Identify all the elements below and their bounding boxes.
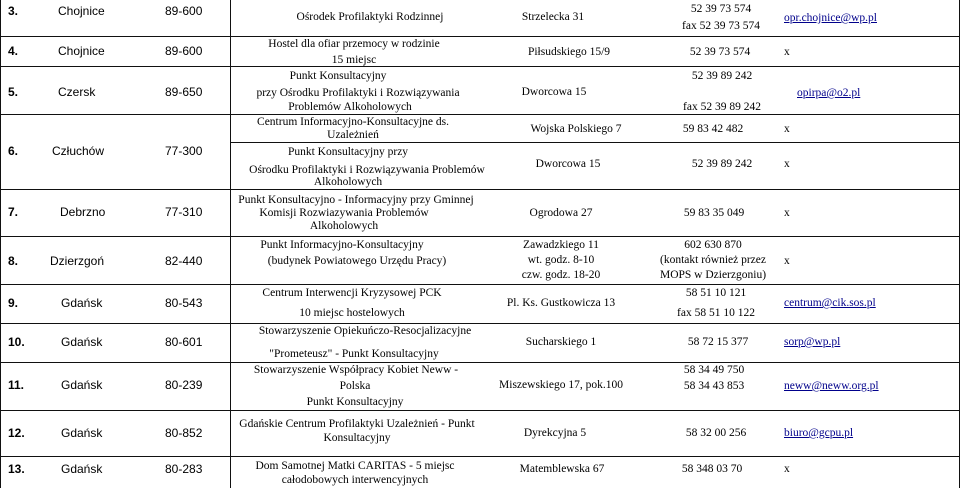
zip-cell: 80-239: [165, 378, 203, 392]
address-line: Ogrodowa 27: [529, 207, 593, 219]
phone-line: 602 630 870: [684, 239, 742, 251]
city-cell: Dzierzgoń: [50, 254, 105, 268]
phone-line: fax 52 39 73 574: [682, 20, 760, 32]
org-line: Ośrodek Profilaktyki Rodzinnej: [296, 11, 444, 23]
table-row: [0, 323, 960, 363]
zip-cell: 89-600: [165, 4, 203, 18]
city-cell: Gdańsk: [61, 296, 103, 310]
zip-cell: 80-283: [165, 462, 203, 476]
row-number: 13.: [8, 462, 25, 476]
table-row: [0, 66, 960, 115]
row-number: 4.: [8, 44, 19, 58]
zip-cell: 77-300: [165, 144, 203, 158]
phone-line: fax 58 51 10 122: [677, 307, 755, 319]
phone-line: 58 32 00 256: [685, 427, 747, 439]
city-cell: Debrzno: [60, 205, 106, 219]
phone-line: 58 34 43 853: [683, 380, 745, 392]
phone-line: MOPS w Dzierzgoniu): [659, 269, 767, 281]
table-row: [0, 456, 960, 488]
email-cell: x: [784, 46, 790, 58]
phone-line: 52 39 73 574: [690, 3, 752, 15]
address-line: Dyrekcyjna 5: [523, 427, 587, 439]
address-line: czw. godz. 18-20: [521, 269, 601, 281]
address-line: Dworcowa 15: [521, 86, 587, 98]
address-line: Strzelecka 31: [521, 11, 585, 23]
address-line: wt. godz. 8-10: [527, 254, 595, 266]
row-number: 6.: [8, 144, 19, 158]
org-line: Stowarzyszenie Współpracy Kobiet Neww -: [253, 364, 459, 376]
table-row: [0, 284, 960, 324]
org-line: Centrum Interwencji Kryzysowej PCK: [262, 287, 442, 299]
phone-line: 58 72 15 377: [687, 336, 749, 348]
city-cell: Chojnice: [58, 4, 105, 18]
row-number: 7.: [8, 205, 19, 219]
row-number: 9.: [8, 296, 19, 310]
phone-line: 59 83 42 482: [682, 123, 744, 135]
phone-line: (kontakt również przez: [659, 254, 767, 266]
city-cell: Gdańsk: [61, 335, 103, 349]
phone-line: 52 39 89 242: [691, 158, 753, 170]
org-line: Konsultacyjny: [323, 432, 391, 444]
org-line: Punkt Informacyjno-Konsultacyjny: [260, 239, 424, 251]
city-cell: Czersk: [58, 85, 96, 99]
org-line: Uzależnień: [327, 129, 379, 141]
phone-line: 58 34 49 750: [683, 364, 745, 376]
table-row: [0, 36, 960, 67]
email-link[interactable]: sorp@wp.pl: [784, 336, 841, 348]
phone-line: 52 39 73 574: [689, 46, 751, 58]
address-line: Wojska Polskiego 7: [530, 123, 622, 135]
org-line: Stowarzyszenie Opiekuńczo-Resocjalizacyjne: [258, 325, 472, 337]
table-row: [0, 362, 960, 411]
org-line: Ośrodku Profilaktyki i Rozwiązywania Problemów: [249, 164, 485, 176]
org-line: Dom Samotnej Matki CARITAS - 5 miejsc: [255, 460, 455, 472]
city-cell: Gdańsk: [61, 462, 103, 476]
phone-line: 59 83 35 049: [683, 207, 745, 219]
org-line: (budynek Powiatowego Urzędu Pracy): [267, 255, 447, 267]
email-link[interactable]: centrum@cik.sos.pl: [784, 297, 876, 309]
email-cell: x: [784, 255, 790, 267]
org-line: Punkt Konsultacyjny: [289, 70, 387, 82]
row-number: 11.: [8, 378, 25, 392]
org-line: Alkoholowych: [309, 220, 379, 232]
org-line: Punkt Konsultacyjno - Informacyjny przy Gminnej: [238, 194, 474, 206]
column-divider: [0, 0, 1, 488]
row-number: 10.: [8, 335, 25, 349]
table-row: [0, 410, 960, 457]
org-line: 15 miejsc: [331, 54, 377, 66]
address-line: Miszewskiego 17, pok.100: [499, 379, 623, 391]
email-cell: x: [784, 158, 790, 170]
row-number: 3.: [8, 4, 19, 18]
zip-cell: 82-440: [165, 254, 203, 268]
org-line: 10 miejsc hostelowych: [299, 307, 405, 319]
org-line: Komisji Rozwiazywania Problemów: [259, 207, 429, 219]
org-line: Gdańskie Centrum Profilaktyki Uzależnień - Punkt: [239, 418, 475, 430]
city-cell: Człuchów: [52, 144, 105, 158]
table-row: [0, 236, 960, 285]
table-row: [0, 0, 960, 37]
org-line: Polska: [339, 380, 371, 392]
phone-line: 52 39 89 242: [691, 70, 753, 82]
org-line: "Prometeusz" - Punkt Konsultacyjny: [269, 348, 439, 360]
address-line: Matemblewska 67: [519, 463, 605, 475]
zip-cell: 80-543: [165, 296, 203, 310]
org-line: Problemów Alkoholowych: [288, 101, 412, 113]
email-link[interactable]: opr.chojnice@wp.pl: [784, 12, 877, 24]
address-line: Zawadzkiego 11: [523, 239, 599, 251]
column-divider: [230, 0, 231, 488]
city-cell: Gdańsk: [61, 378, 103, 392]
row-divider: [230, 142, 960, 143]
org-line: przy Ośrodku Profilaktyki i Rozwiązywania: [256, 87, 460, 99]
address-line: Pl. Ks. Gustkowicza 13: [506, 297, 616, 309]
address-line: Sucharskiego 1: [525, 336, 597, 348]
org-line: Alkoholowych: [313, 176, 383, 188]
phone-line: fax 52 39 89 242: [683, 101, 761, 113]
zip-cell: 89-650: [165, 85, 203, 99]
org-line: Punkt Konsultacyjny: [306, 396, 404, 408]
zip-cell: 77-310: [165, 205, 203, 219]
row-number: 5.: [8, 85, 19, 99]
email-cell: x: [784, 207, 790, 219]
phone-line: 58 348 03 70: [681, 463, 743, 475]
email-link[interactable]: opirpa@o2.pl: [797, 87, 861, 99]
table-row: [0, 189, 960, 237]
email-cell: x: [784, 463, 790, 475]
zip-cell: 89-600: [165, 44, 203, 58]
row-number: 8.: [8, 254, 19, 268]
table-row: [0, 114, 960, 190]
address-line: Dworcowa 15: [535, 158, 601, 170]
zip-cell: 80-852: [165, 426, 203, 440]
org-line: Centrum Informacyjno-Konsultacyjne ds.: [257, 116, 449, 128]
phone-line: 58 51 10 121: [685, 287, 747, 299]
zip-cell: 80-601: [165, 335, 203, 349]
email-cell: x: [784, 123, 790, 135]
email-link[interactable]: neww@neww.org.pl: [784, 380, 879, 392]
address-line: Piłsudskiego 15/9: [527, 46, 611, 58]
org-line: Punkt Konsultacyjny przy: [287, 146, 409, 158]
city-cell: Gdańsk: [61, 426, 103, 440]
row-number: 12.: [8, 426, 25, 440]
org-line: całodobowych interwencyjnych: [281, 474, 429, 486]
org-line: Hostel dla ofiar przemocy w rodzinie: [268, 38, 440, 50]
email-link[interactable]: biuro@gcpu.pl: [784, 427, 854, 439]
city-cell: Chojnice: [58, 44, 105, 58]
